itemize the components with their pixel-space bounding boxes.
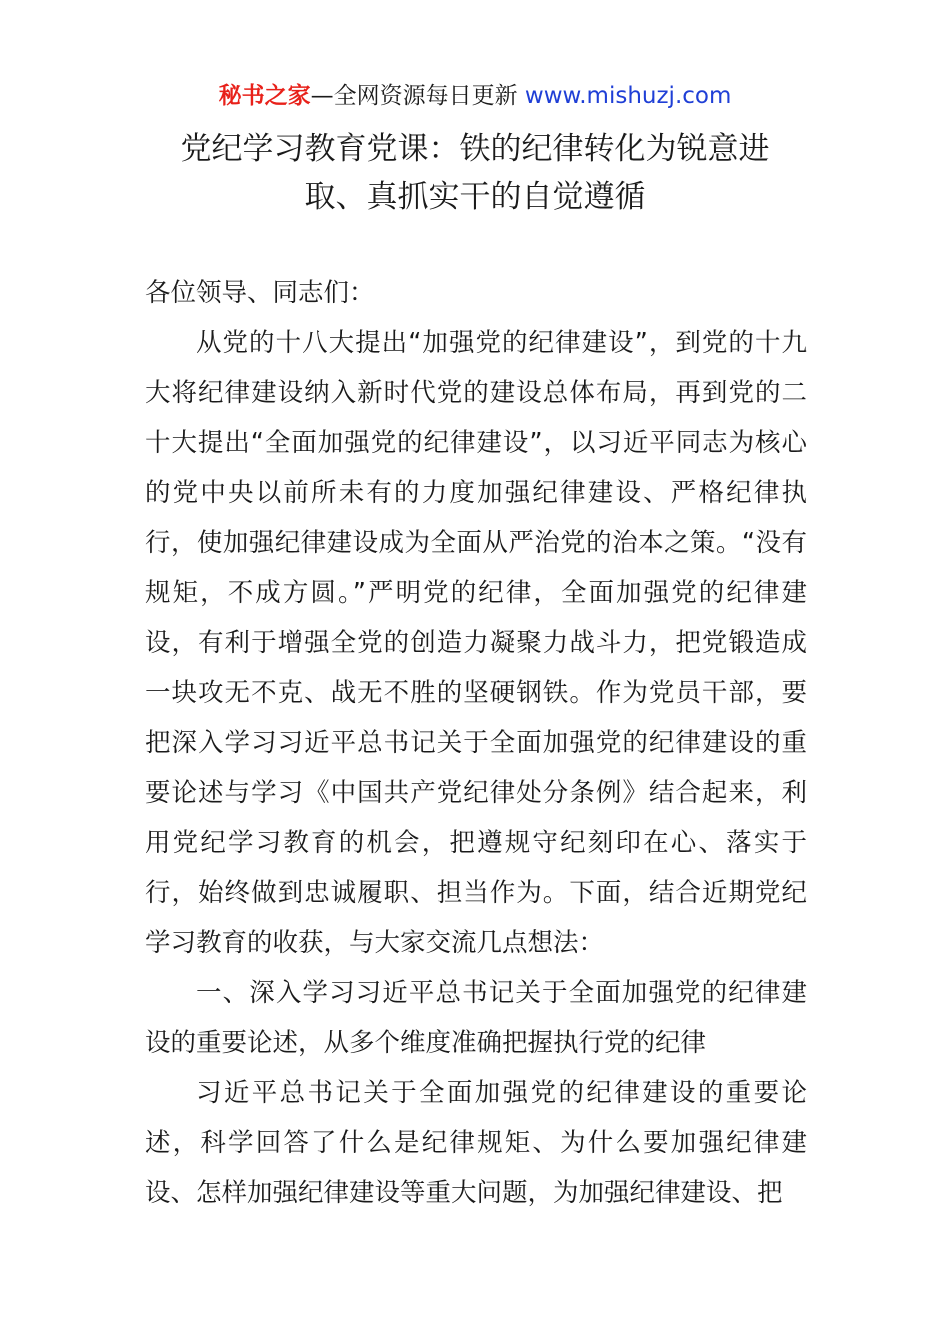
- paragraph-section-1: 习近平总书记关于全面加强党的纪律建设的重要论述，科学回答了什么是纪律规矩、为什么要加强纪律建设、怎样加强纪律建设等重大问题，为加强纪律建设、把: [145, 1078, 807, 1208]
- document-title-line-2: 取、真抓实干的自觉遵循: [304, 179, 646, 215]
- brand-name: 秘书之家: [218, 83, 311, 109]
- paragraph-intro: 从党的十八大提出“加强党的纪律建设”，到党的十九大将纪律建设纳入新时代党的建设总体布局，再到党的二十大提出“全面加强党的纪律建设”，以习近平同志为核心的党中央以前所未有的力度加强纪律建设、严格纪律执行，使加强纪律建设成为全面从严治党的治本之策。“没有规矩，不成方圆。”严明党的纪律，全面加强党的纪律建设，有利于增强全党的创造力凝聚力战斗力，把党锻造成一块攻无不克、战无不胜的坚硬钢铁。作为党员干部，要把深入学习习近平总书记关于全面加强党的纪律建设的重要论述与学习《中国共产党纪律处分条例》结合起来，利用党纪学习教育的机会，把遵规守纪刻印在心、落实于行，始终做到忠诚履职、担当作为。下面，结合近期党纪学习教育的收获，与大家交流几点想法：: [145, 328, 807, 958]
- site-header: [0, 80, 950, 112]
- document-body: [145, 268, 807, 1218]
- site-url-link[interactable]: www.mishuzj.com: [524, 83, 732, 109]
- header-tagline: —全网资源每日更新: [310, 83, 525, 109]
- document-title-line-1: 党纪学习教育党课：铁的纪律转化为锐意进: [180, 131, 770, 167]
- section-heading-1: 一、深入学习习近平总书记关于全面加强党的纪律建设的重要论述，从多个维度准确把握执行党的纪律: [145, 978, 807, 1058]
- salutation: 各位领导、同志们：: [145, 278, 375, 308]
